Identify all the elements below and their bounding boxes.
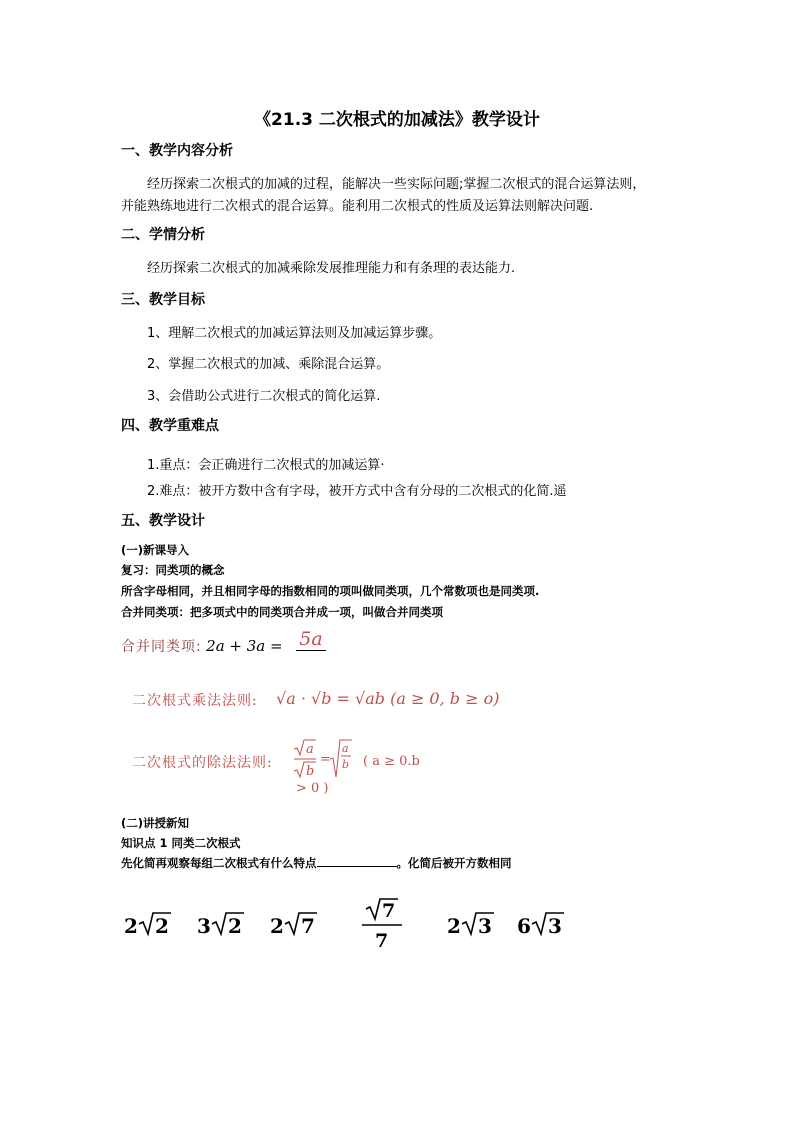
radicand: 3 — [478, 914, 492, 938]
radical-coefficient: 6 — [517, 914, 531, 938]
radical-coefficient: 2 — [124, 914, 138, 938]
radicand: 7 — [301, 914, 315, 938]
subheading-new-knowledge: (二)讲授新知 — [121, 816, 190, 830]
section-heading-content-analysis: 一、教学内容分析 — [121, 143, 233, 159]
combine-expression: 2a + 3a = — [206, 637, 283, 655]
section-heading-design: 五、教学设计 — [121, 513, 205, 529]
svg-text:b: b — [306, 764, 315, 779]
knowledge-point-title: 知识点 1 同类二次根式 — [121, 836, 241, 850]
svg-text:b: b — [342, 758, 350, 771]
svg-text:a: a — [306, 742, 314, 757]
paragraph-line: 经历探索二次根式的加减乘除发展推理能力和有条理的表达能力. — [147, 261, 516, 276]
list-item: 2.难点：被开方数中含有字母，被开方式中含有分母的二次根式的化简.遥 — [147, 484, 567, 499]
list-item: 1.重点：会正确进行二次根式的加减运算· — [147, 458, 385, 473]
question-line: 先化简再观察每组二次根式有什么特点 。化简后被开方数相同 — [121, 856, 512, 870]
definition-line: 所含字母相同，并且相同字母的指数相同的项叫做同类项，几个常数项也是同类项. — [121, 584, 540, 598]
radical-expression — [197, 913, 244, 938]
radicand: 3 — [548, 914, 562, 938]
review-label: 复习：同类项的概念 — [121, 563, 225, 577]
radicand: 7 — [382, 900, 396, 922]
division-condition: ( a ≥ 0.b — [363, 754, 420, 769]
section-heading-key-points: 四、教学重难点 — [121, 418, 219, 434]
list-item: 3、会借助公式进行二次根式的简化运算. — [147, 389, 381, 404]
division-fraction-formula — [292, 737, 362, 787]
radical-expression — [124, 913, 171, 938]
svg-text:a: a — [342, 742, 349, 755]
section-heading-student-analysis: 二、学情分析 — [121, 227, 205, 243]
paragraph-line: 经历探索二次根式的加减的过程，能解决一些实际问题;掌握二次根式的混合运算法则， — [147, 177, 646, 192]
definition-line: 合并同类项：把多项式中的同类项合并成一项，叫做合并同类项 — [121, 605, 443, 619]
radical-coefficient: 3 — [197, 914, 211, 938]
list-item: 1、理解二次根式的加减运算法则及加减运算步骤。 — [147, 326, 442, 341]
answer-blank — [317, 866, 397, 867]
combine-label: 合并同类项: — [121, 639, 202, 655]
radicand: 2 — [228, 914, 242, 938]
section-heading-objectives: 三、教学目标 — [121, 292, 205, 308]
combine-formula — [121, 636, 283, 656]
division-rule-label: 二次根式的除法法则: — [132, 755, 273, 771]
multiplication-rule-label: 二次根式乘法法则: — [132, 693, 258, 709]
fraction-radical-expression — [362, 899, 402, 952]
combine-answer: 5a — [296, 628, 326, 651]
division-condition-continued: > 0 ) — [296, 781, 329, 796]
denominator: 7 — [375, 930, 389, 952]
paragraph-line: 并能熟练地进行二次根式的混合运算。能利用二次根式的性质及运算法则解决问题. — [121, 199, 594, 214]
subheading-intro: (一)新课导入 — [121, 543, 190, 557]
radical-expression — [447, 913, 494, 938]
page-title: 《21.3 二次根式的加减法》教学设计 — [254, 110, 540, 130]
radical-expressions-row — [118, 895, 588, 955]
radical-expression — [517, 913, 564, 938]
radical-expression — [270, 913, 317, 938]
svg-text:=: = — [320, 752, 331, 767]
multiplication-rule-expression: √a · √b = √ab (a ≥ 0, b ≥ o) — [276, 689, 500, 708]
list-item: 2、掌握二次根式的加减、乘除混合运算。 — [147, 357, 390, 372]
radical-coefficient: 2 — [447, 914, 461, 938]
radicand: 2 — [155, 914, 169, 938]
radical-coefficient: 2 — [270, 914, 284, 938]
